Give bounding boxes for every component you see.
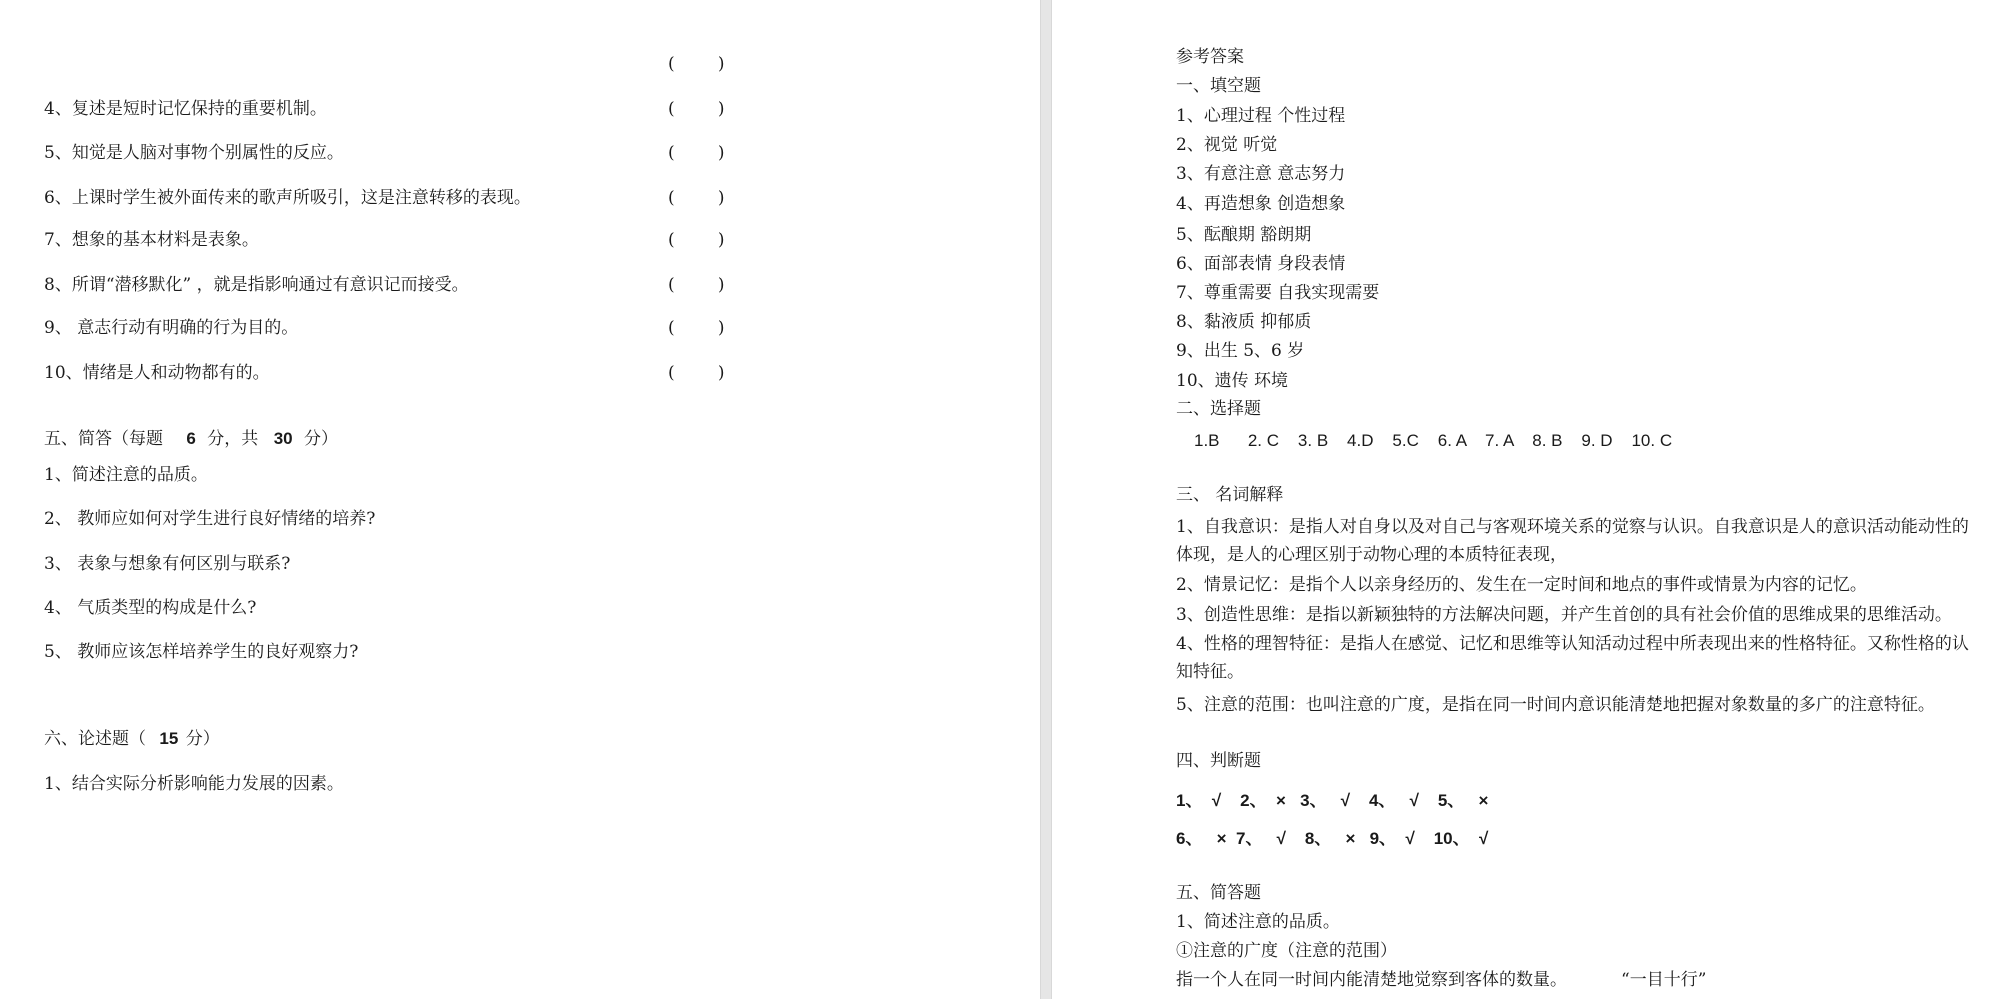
answer-blank: ( )	[668, 230, 725, 250]
fill-blank-answer: 6、面部表情 身段表情	[1176, 254, 1346, 274]
short-answer-question: 5、 教师应该怎样培养学生的良好观察力?	[44, 642, 359, 662]
answer-blank: ( )	[668, 99, 725, 119]
page-divider	[1040, 0, 1052, 999]
judge-heading: 四、判断题	[1176, 751, 1261, 771]
section-5-title-middle: 分，共	[207, 429, 259, 449]
exam-page-right	[1052, 0, 2006, 999]
choice-answers: 1.B 2. C 3. B 4.D 5.C 6. A 7. A 8. B 9. D 10. C	[1194, 431, 1673, 450]
true-false-item: 8、所谓“潜移默化” ，就是指影响通过有意识记而接受。	[44, 275, 469, 295]
short-answer-question: 2、 教师应如何对学生进行良好情绪的培养?	[44, 509, 376, 529]
fill-blank-answer: 9、出生 5、6 岁	[1176, 341, 1305, 361]
short-answer-description: 指一个人在同一时间内能清楚地觉察到客体的数量。 “一目十行”	[1176, 970, 1707, 990]
term-definition: 4、性格的理智特征：是指人在感觉、记忆和思维等认知活动过程中所表现出来的性格特征。又称性格的认知特征。	[1176, 634, 1969, 682]
answer-blank: ( )	[668, 318, 725, 338]
answer-blank: ( )	[668, 275, 725, 295]
fill-blank-answer: 10、遗传 环境	[1176, 371, 1289, 391]
term-definition: 3、创造性思维：是指以新颖独特的方法解决问题，并产生首创的具有社会价值的思维成果的思维活动。	[1176, 605, 1952, 625]
true-false-item: 4、复述是短时记忆保持的重要机制。	[44, 99, 327, 119]
short-answer-heading: 五、简答题	[1176, 883, 1261, 903]
fill-blank-answer: 8、黏液质 抑郁质	[1176, 312, 1312, 332]
term-definition: 1、自我意识：是指人对自身以及对自己与客观环境关系的觉察与认识。自我意识是人的意识活动能动性的体现，是人的心理区别于动物心理的本质特征表现，	[1176, 517, 1969, 565]
term-definition: 5、注意的范围：也叫注意的广度，是指在同一时间内意识能清楚地把握对象数量的多广的注意特征。	[1176, 695, 1935, 715]
true-false-item: 10、情绪是人和动物都有的。	[44, 363, 270, 383]
section-6-title-suffix: 分）	[185, 729, 220, 749]
true-false-item: 7、想象的基本材料是表象。	[44, 230, 259, 250]
fill-blank-answer: 4、再造想象 创造想象	[1176, 194, 1346, 214]
judge-answers-row: 1、 √ 2、 × 3、 √ 4、 √ 5、 ×	[1176, 791, 1489, 810]
short-answer-question: 1、简述注意的品质。	[44, 465, 208, 485]
fill-blank-answer: 2、视觉 听觉	[1176, 135, 1278, 155]
section-5-title-suffix: 分）	[304, 429, 339, 449]
section-5-heading	[44, 428, 338, 450]
fill-blank-heading: 一、填空题	[1176, 76, 1261, 96]
term-definition: 2、情景记忆：是指个人以亲身经历的、发生在一定时间和地点的事件或情景为内容的记忆。	[1176, 575, 1867, 595]
section-5-points-total: 30	[273, 429, 293, 448]
answers-title: 参考答案	[1176, 47, 1244, 67]
true-false-item: 5、知觉是人脑对事物个别属性的反应。	[44, 143, 344, 163]
section-6-heading	[44, 728, 220, 750]
short-answer-question: 3、 表象与想象有何区别与联系?	[44, 554, 291, 574]
terms-heading: 三、 名词解释	[1176, 485, 1284, 505]
section-5-title-prefix: 五、简答（每题	[44, 429, 163, 449]
true-false-item: 9、 意志行动有明确的行为目的。	[44, 318, 299, 338]
section-5-points-each: 6	[186, 429, 196, 448]
section-6-points: 15	[159, 729, 179, 748]
answer-blank: ( )	[668, 143, 725, 163]
answer-blank: ( )	[668, 54, 725, 74]
short-answer-question: 1、简述注意的品质。	[1176, 912, 1340, 932]
fill-blank-answer: 3、有意注意 意志努力	[1176, 164, 1346, 184]
section-6-title-prefix: 六、论述题（	[44, 729, 146, 749]
fill-blank-answer: 7、尊重需要 自我实现需要	[1176, 283, 1380, 303]
answer-blank: ( )	[668, 188, 725, 208]
short-answer-point: ①注意的广度（注意的范围）	[1176, 941, 1397, 961]
answer-blank: ( )	[668, 363, 725, 383]
essay-question: 1、结合实际分析影响能力发展的因素。	[44, 774, 344, 794]
fill-blank-answer: 5、酝酿期 豁朗期	[1176, 225, 1312, 245]
choice-heading: 二、选择题	[1176, 399, 1261, 419]
short-answer-question: 4、 气质类型的构成是什么?	[44, 598, 257, 618]
fill-blank-answer: 1、心理过程 个性过程	[1176, 106, 1346, 126]
true-false-item: 6、上课时学生被外面传来的歌声所吸引，这是注意转移的表现。	[44, 188, 531, 208]
judge-answers-row: 6、 × 7、 √ 8、 × 9、 √ 10、 √	[1176, 829, 1489, 848]
